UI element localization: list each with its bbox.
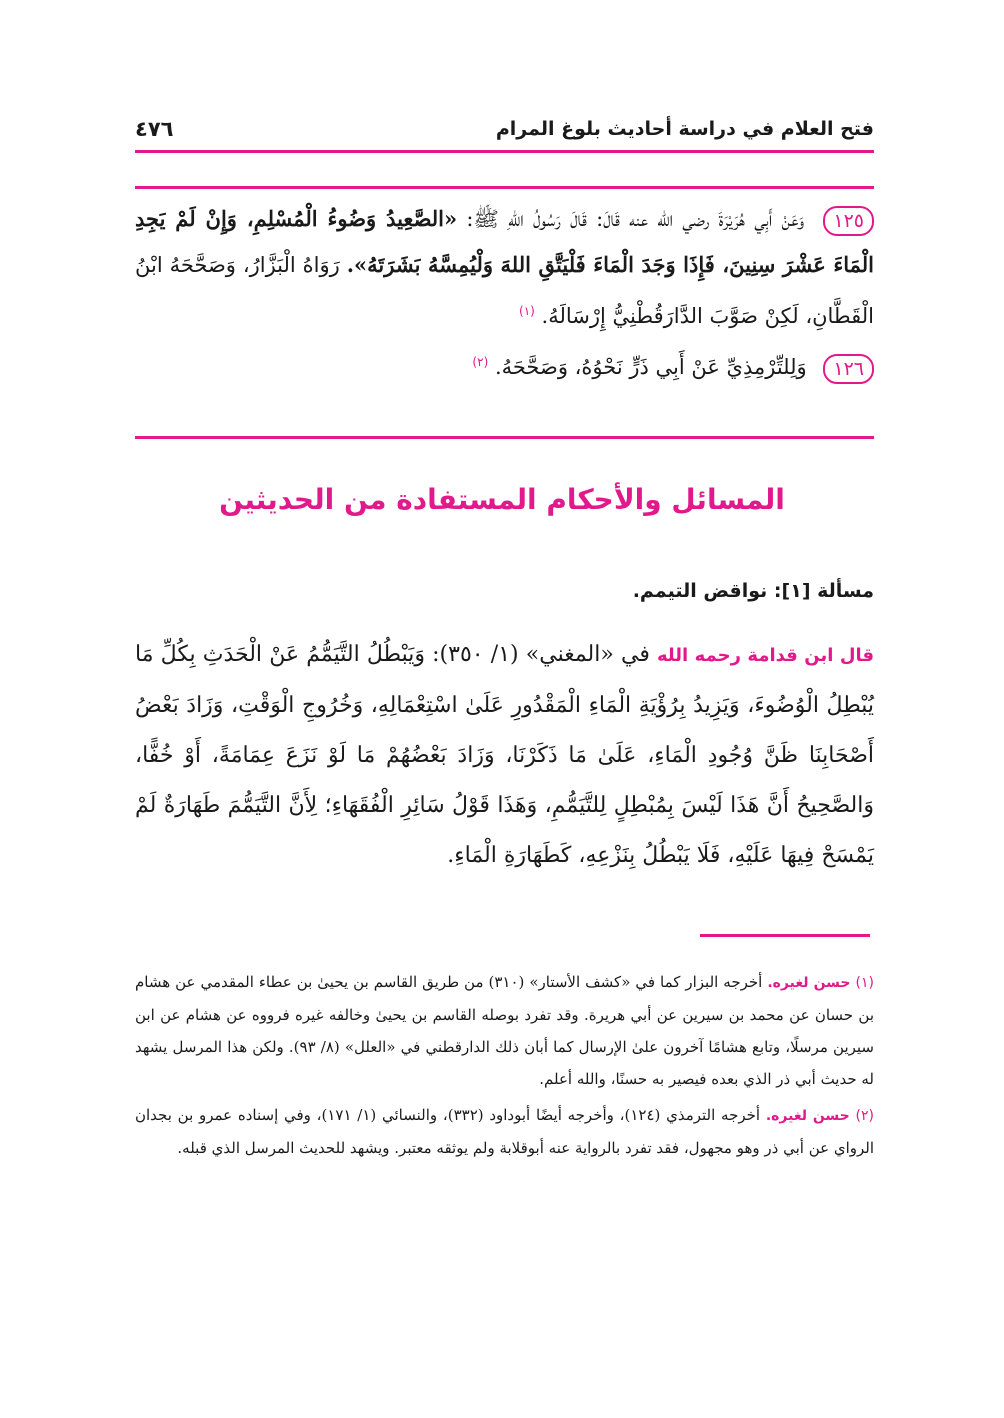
masala-heading bbox=[135, 574, 874, 608]
masala-title: نواقض التيمم. bbox=[632, 580, 768, 602]
masala-label: مسألة [١]: bbox=[773, 580, 874, 602]
footnote-ref-2[interactable]: (٢) bbox=[472, 355, 489, 369]
footnote-grade: حسن لغيره. bbox=[767, 975, 851, 991]
header-rule bbox=[135, 150, 874, 153]
page-number: ٤٧٦ bbox=[135, 117, 174, 141]
section-title: المسائل والأحكام المستفادة من الحديثين bbox=[219, 483, 785, 516]
hadith-block bbox=[135, 196, 874, 390]
footnote-ref-1[interactable]: (١) bbox=[519, 304, 535, 318]
footnotes bbox=[135, 966, 874, 1168]
quote-author: قال ابن قدامة رحمه الله bbox=[657, 645, 875, 666]
footnote-text: أخرجه البزار كما في «كشف الأستار» (٣١٠) من طريق القاسم بن يحيىٰ بن عطاء المقدمي عن هشام بن حسان عن محمد بن سيرين عن أبي هريرة. وقد تفرد بوصله القاسم بن يحيىٰ وخالفه غيره فرووه عن هشام عن ابن سيرين مرسلًا، وتابع هشامًا آخرون علىٰ الإرسال كما أبان ذلك الدارقطني في «العلل» (٨/ ٩٣). ولكن هذا المرسل يشهد له حديث أبي ذر الذي بعده فيصير به حسنًا، والله أعلم. bbox=[135, 973, 875, 1088]
footnote-separator bbox=[700, 934, 870, 937]
footnote-number: (١) bbox=[855, 975, 874, 991]
hadith-top-rule bbox=[135, 186, 874, 189]
hadith-125-takhrij: رَوَاهُ الْبَزَّارُ، وَصَحَّحَهُ ابْنُ الْقَطَّانِ، لَكِنْ صَوَّبَ الدَّارَقُطْنِيُّ إِرْسَالَهُ. bbox=[135, 253, 874, 328]
footnote-2 bbox=[135, 1099, 874, 1164]
hadith-125-intro: وَعَنْ أَبِي هُرَيْرَةَ رضي الله عنه قَالَ: قَالَ رَسُولُ اللهِ ﷺ: bbox=[466, 207, 805, 231]
quote-source: في «المغني» (١/ ٣٥٠): bbox=[432, 642, 650, 667]
quote-text: وَيَبْطُلُ التَّيَمُّمُ عَنْ الْحَدَثِ بِكُلِّ مَا يُبْطِلُ الْوُضُوءَ، وَيَزِيدُ بِرُؤْيَةِ الْمَاءِ الْمَقْدُورِ عَلَىٰ اسْتِعْمَالِهِ، وَخُرُوجِ الْوَقْتِ، وَزَادَ بَعْضُ أَصْحَابِنَا ظَنَّ وُجُودِ الْمَاءِ، عَلَىٰ مَا ذَكَرْنَا، وَزَادَ بَعْضُهُمْ مَا لَوْ نَزَعَ عِمَامَةً، أَوْ خُفًّا، وَالصَّحِيحُ أَنَّ هَذَا لَيْسَ بِمُبْطِلٍ لِلتَّيَمُّمِ، وَهَذَا قَوْلُ سَائِرِ الْفُقَهَاءِ؛ لِأَنَّ التَّيَمُّمَ طَهَارَةٌ لَمْ يَمْسَحْ فِيهَا عَلَيْهِ، فَلَا يَبْطُلُ بِنَزْعِهِ، كَطَهَارَةِ الْمَاءِ. bbox=[135, 642, 874, 868]
book-title: فتح العلام في دراسة أحاديث بلوغ المرام bbox=[495, 118, 874, 140]
hadith-bottom-rule bbox=[135, 436, 874, 439]
running-header bbox=[135, 112, 874, 148]
quote-block bbox=[135, 630, 874, 881]
footnote-number: (٢) bbox=[855, 1108, 874, 1124]
footnote-grade: حسن لغيره. bbox=[765, 1108, 850, 1124]
footnote-text: أخرجه الترمذي (١٢٤)، وأخرجه أيضًا أبوداود (٣٣٢)، والنسائي (١/ ١٧١)، وفي إسناده عمرو بن بجدان الرواي عن أبي ذر وهو مجهول، فقد تفرد بالرواية عنه أبوقلابة ولم يوثقه معتبر. ويشهد للحديث المرسل الذي قبله. bbox=[135, 1106, 874, 1157]
quote-paragraph bbox=[135, 630, 874, 881]
hadith-number-badge: ١٢٦ bbox=[823, 354, 874, 384]
footnote-1 bbox=[135, 966, 874, 1095]
hadith-number-badge: ١٢٥ bbox=[823, 206, 874, 236]
hadith-125-text: «الصَّعِيدُ وَضُوءُ الْمُسْلِمِ، وَإِنْ لَمْ يَجِدِ الْمَاءَ عَشْرَ سِنِينَ، فَإِذَا وَجَدَ الْمَاءَ فَلْيَتَّقِ اللهَ وَلْيُمِسَّهُ بَشَرَتَهُ». bbox=[135, 206, 874, 277]
hadith-126 bbox=[135, 339, 874, 390]
hadith-125 bbox=[135, 196, 874, 339]
hadith-126-text: وَلِلتِّرْمِذِيِّ عَنْ أَبِي ذَرٍّ نَحْوُهُ، وَصَحَّحَهُ. bbox=[494, 355, 807, 379]
